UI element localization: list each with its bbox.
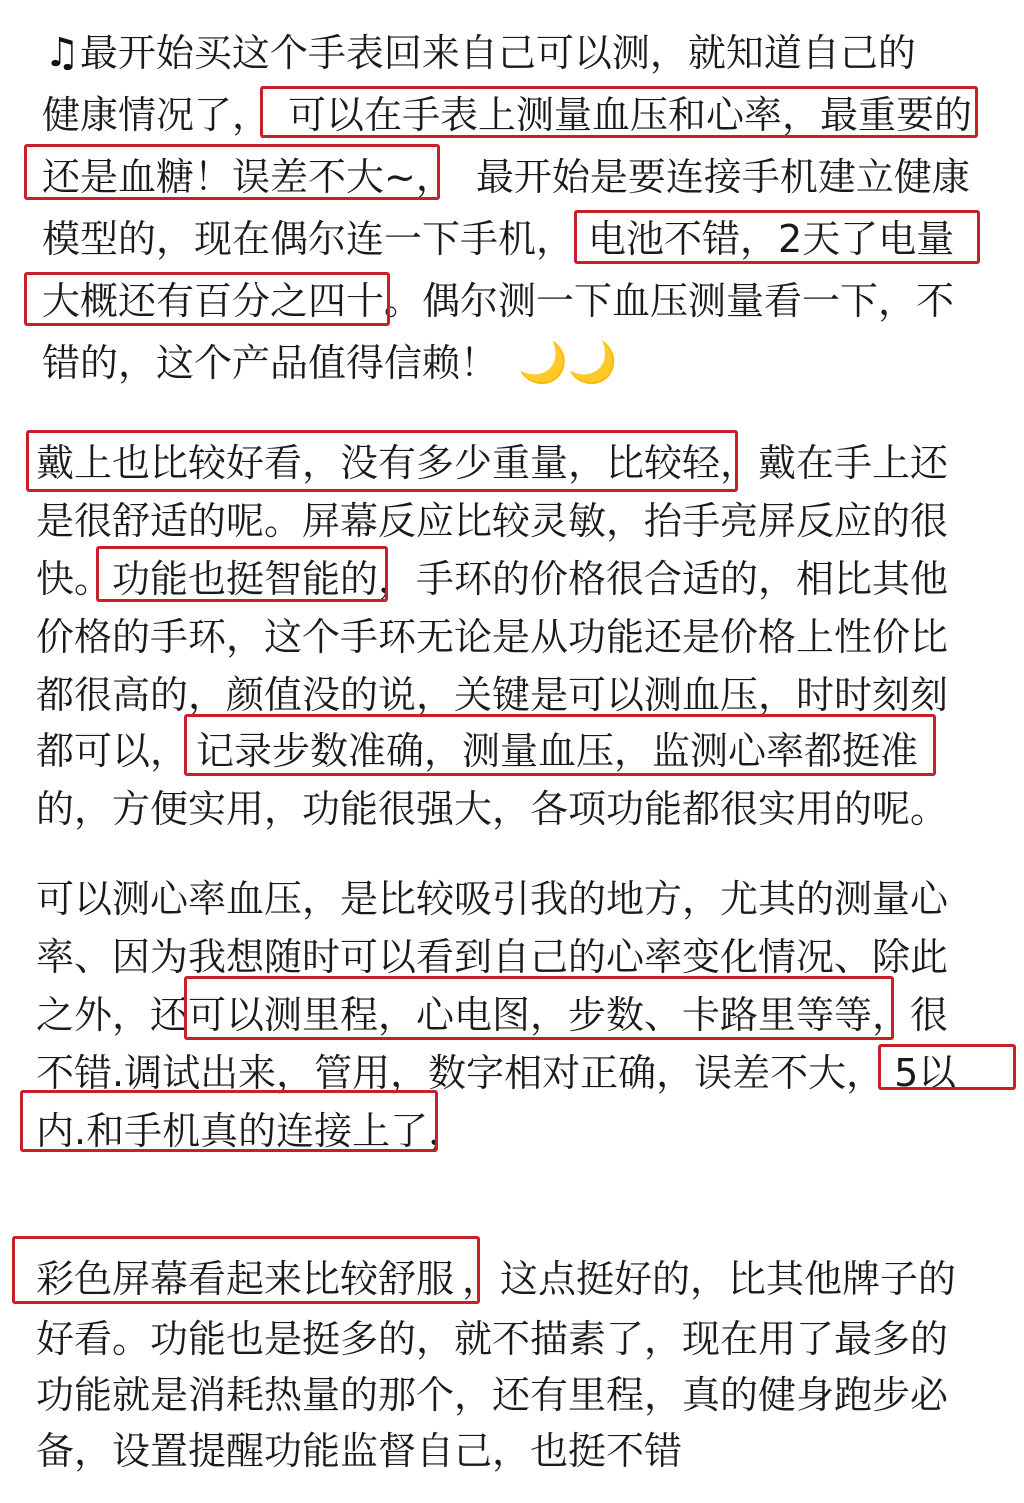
p2-highlight-accuracy: 记录步数准确，测量血压，监测心率都挺准 bbox=[196, 729, 919, 773]
highlight-box bbox=[574, 210, 980, 264]
p3-text-1: 可以测心率血压，是比较吸引我的地方，尤其的测量心 bbox=[36, 877, 949, 921]
p2-line-4 bbox=[36, 614, 948, 660]
moon-icon: 🌙 bbox=[567, 340, 618, 386]
p4-text-2: 好看。功能也是挺多的，就不描素了，现在用了最多的 bbox=[36, 1317, 949, 1361]
p4-line-3 bbox=[36, 1372, 948, 1418]
p1-highlight-battery: 电池不错，2天了电量 bbox=[588, 217, 955, 261]
p3-text-5b: ， bbox=[428, 1109, 467, 1153]
p1-line-1 bbox=[44, 30, 916, 76]
p2-text-4: 价格的手环，这个手环无论是从功能还是价格上性价比 bbox=[36, 615, 949, 659]
p2-text-7: 的，方便实用，功能很强大，各项功能都很实用的呢。 bbox=[36, 787, 949, 831]
p2-highlight-smart: 功能也挺智能的 bbox=[112, 557, 379, 601]
p3-line-2 bbox=[36, 934, 948, 980]
p3-line-1 bbox=[36, 876, 948, 922]
p2-text-5: 都很高的，颜值没的说，关键是可以测血压，时时刻刻 bbox=[36, 673, 949, 717]
p3-highlight-within-five: 5以 bbox=[894, 1051, 957, 1095]
p2-text-6a: 都可以， bbox=[36, 729, 189, 773]
highlight-box bbox=[24, 272, 390, 326]
p4-highlight-color-screen: 彩色屏幕看起来比较舒服 bbox=[36, 1257, 455, 1301]
p4-line-2 bbox=[36, 1316, 948, 1362]
p2-text-2: 是很舒适的呢。屏幕反应比较灵敏，抬手亮屏反应的很 bbox=[36, 499, 949, 543]
p1-highlight-blood-pressure: 可以在手表上测量血压和心率，最重要的 bbox=[288, 93, 973, 137]
p3-highlight-mileage: 可以测里程，心电图，步数、卡路里等等 bbox=[188, 993, 873, 1037]
p3-text-3c: ，很 bbox=[872, 993, 949, 1037]
p3-highlight-connected: 内.和手机真的连接上了 bbox=[36, 1109, 429, 1153]
highlight-box bbox=[260, 86, 978, 138]
p1-line-6 bbox=[42, 340, 618, 386]
highlight-box bbox=[20, 1090, 438, 1152]
p4-line-4 bbox=[36, 1428, 682, 1474]
p2-line-5 bbox=[36, 672, 948, 718]
p2-line-7 bbox=[36, 786, 948, 832]
p3-text-2: 率、因为我想随时可以看到自己的心率变化情况、除此 bbox=[36, 935, 949, 979]
p2-text-3c: ，手环的价格很合适的，相比其他 bbox=[378, 557, 949, 601]
p1-text-4a: 模型的，现在偶尔连一下手机， bbox=[42, 217, 575, 261]
highlight-box bbox=[26, 430, 738, 492]
p1-highlight-battery-percent: 大概还有百分之四十 bbox=[42, 279, 385, 323]
p2-line-2 bbox=[36, 498, 948, 544]
p1-text-1: 最开始买这个手表回来自己可以测，就知道自己的 bbox=[79, 31, 916, 75]
p1-text-6: 错的，这个产品值得信赖！ bbox=[42, 341, 499, 385]
p4-text-4: 备，设置提醒功能监督自己，也挺不错 bbox=[36, 1429, 683, 1473]
p4-text-3: 功能就是消耗热量的那个，还有里程，真的健身跑步必 bbox=[36, 1373, 949, 1417]
p2-text-1b: ，戴在手上还 bbox=[720, 441, 949, 485]
p1-text-2a: 健康情况了， bbox=[42, 93, 271, 137]
highlight-box bbox=[96, 546, 388, 602]
p2-highlight-light-weight: 戴上也比较好看，没有多少重量，比较轻 bbox=[36, 441, 721, 485]
moon-icon: 🌙 bbox=[518, 340, 568, 386]
p1-highlight-blood-sugar: 还是血糖！误差不大~， bbox=[42, 155, 454, 199]
p3-text-4a: 不错.调试出来，管用，数字相对正确，误差不大， bbox=[36, 1051, 885, 1095]
music-note-icon: ♫ bbox=[44, 30, 80, 76]
highlight-box bbox=[184, 976, 894, 1040]
p4-text-1b: ，这点挺好的，比其他牌子的 bbox=[462, 1257, 957, 1301]
highlight-box bbox=[12, 1236, 480, 1304]
p3-text-3a: 之外，还 bbox=[36, 993, 189, 1037]
highlight-box bbox=[184, 714, 936, 776]
highlight-box bbox=[24, 144, 440, 200]
p1-text-5b: 。偶尔测一下血压测量看一下，不 bbox=[384, 279, 955, 323]
p1-text-3b: 最开始是要连接手机建立健康 bbox=[475, 155, 970, 199]
p2-text-3a: 快。 bbox=[36, 557, 113, 601]
highlight-box bbox=[878, 1044, 1016, 1090]
